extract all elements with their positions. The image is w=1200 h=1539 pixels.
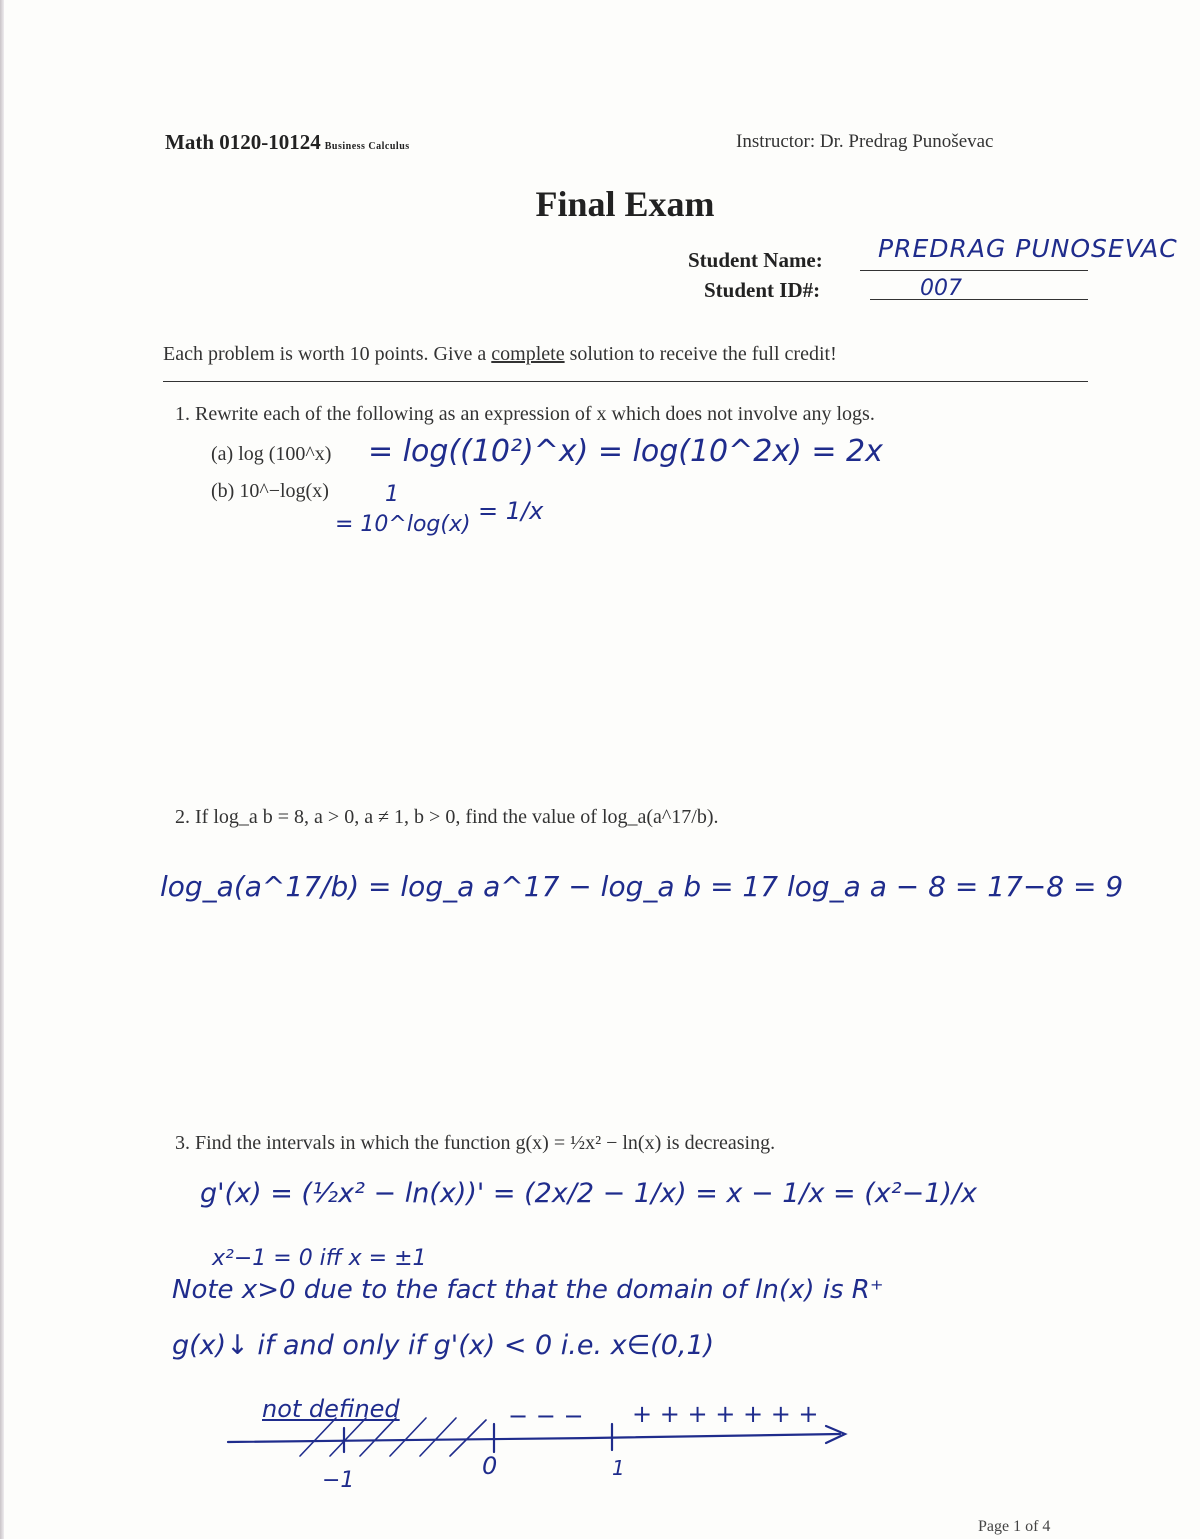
- page-number: Page 1 of 4: [978, 1518, 1051, 1535]
- problem-1b-answer-3: = 1/x: [478, 497, 544, 525]
- problem-1-number: 1.: [175, 403, 190, 425]
- problem-1a-label: (a): [211, 443, 234, 465]
- not-defined-hatching: [300, 1418, 486, 1456]
- course-subtitle: Business Calculus: [324, 141, 410, 152]
- problem-2-number: 2.: [175, 806, 190, 828]
- page-title: Final Exam: [535, 184, 715, 224]
- problem-1b-answer-1: 1: [385, 482, 399, 507]
- number-line-neg-signs: − − −: [508, 1402, 584, 1430]
- problem-3-answer-3: Note x>0 due to the fact that the domain of ln(x) is R⁺: [172, 1275, 884, 1305]
- tick-label-one: 1: [612, 1456, 625, 1480]
- tick-label-zero: 0: [482, 1452, 498, 1480]
- problem-2-text: If log_a b = 8, a > 0, a ≠ 1, b > 0, find the value of log_a(a^17/b).: [195, 806, 719, 828]
- instructor: Instructor: Dr. Predrag Punoševac: [736, 131, 994, 152]
- problem-1b-expression: 10^−log(x): [239, 480, 329, 502]
- number-line-note: not defined: [262, 1395, 400, 1423]
- instructions-before: Each problem is worth 10 points. Give a: [163, 343, 492, 365]
- problem-3-answer-1: g'(x) = (½x² − ln(x))' = (2x/2 − 1/x) = x − 1/x = (x²−1)/x: [200, 1178, 977, 1209]
- instructions-emphasis: complete: [491, 343, 565, 365]
- problem-3-answer-2: x²−1 = 0 iff x = ±1: [212, 1246, 427, 1271]
- problem-1-text: Rewrite each of the following as an expression of x which does not involve any logs.: [195, 403, 875, 425]
- problem-3-answer-4: g(x)↓ if and only if g'(x) < 0 i.e. x∈(0,1): [172, 1330, 715, 1361]
- student-id-value: 007: [920, 276, 962, 301]
- problem-3-text: Find the intervals in which the function g(x) = ½x² − ln(x) is decreasing.: [195, 1132, 776, 1154]
- instructions-after: solution to receive the full credit!: [564, 343, 837, 365]
- course-number: Math 0120-10124: [165, 130, 321, 154]
- problem-3-number: 3.: [175, 1132, 190, 1154]
- problem-1a-answer: = log((10²)^x) = log(10^2x) = 2x: [368, 434, 883, 469]
- student-name-label: Student Name:: [688, 248, 823, 272]
- tick-label-minus-one: −1: [322, 1468, 355, 1493]
- problem-1b-answer-2: = 10^log(x): [335, 512, 471, 537]
- problem-2-answer: log_a(a^17/b) = log_a a^17 − log_a b = 17 log_a a − 8 = 17−8 = 9: [160, 870, 1124, 903]
- student-id-label: Student ID#:: [704, 278, 821, 302]
- number-line-pos-signs: + + + + + + +: [632, 1400, 819, 1428]
- problem-1a-expression: log (100^x): [238, 443, 332, 465]
- problem-1b-label: (b): [211, 480, 235, 502]
- student-name-value: PREDRAG PUNOSEVAC: [878, 234, 1178, 263]
